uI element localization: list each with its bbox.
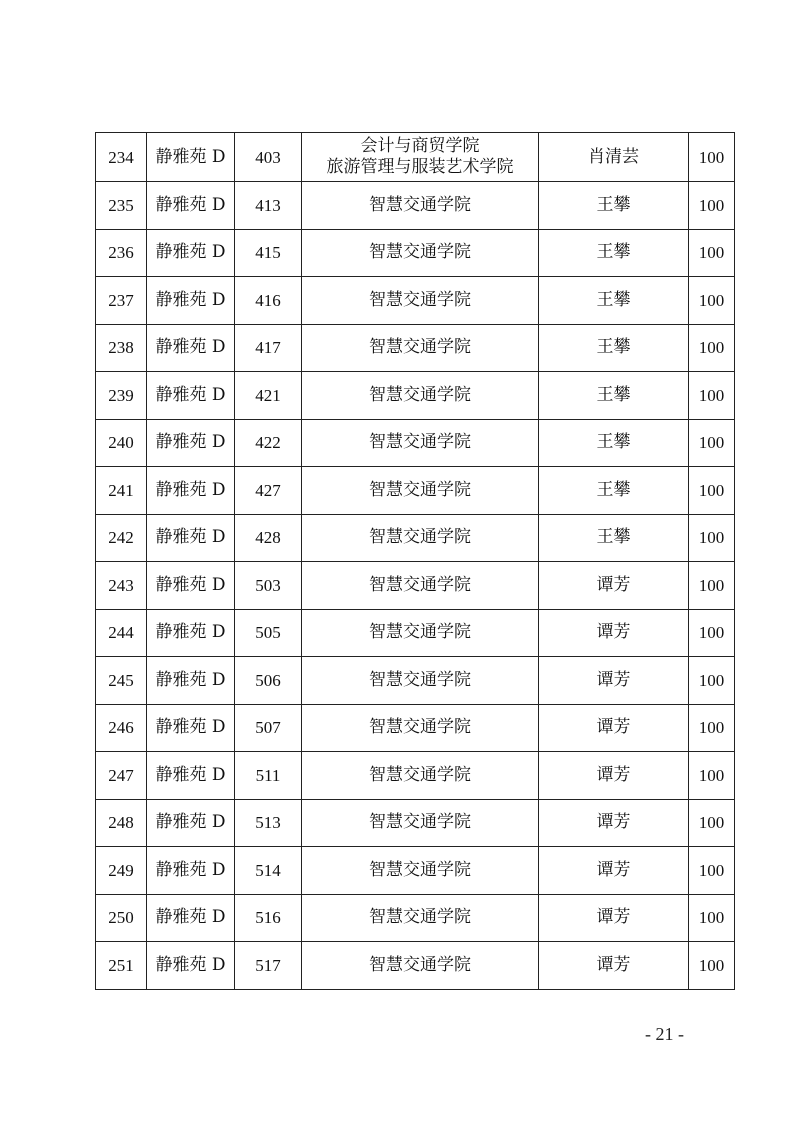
contact-cell: 王攀 <box>539 324 689 372</box>
college-cell <box>302 799 539 847</box>
score-cell: 100 <box>689 419 735 467</box>
room-number-cell: 511 <box>235 752 302 800</box>
building-cell: 静雅苑 D <box>147 324 235 372</box>
college-cell <box>302 419 539 467</box>
score-cell: 100 <box>689 657 735 705</box>
room-number-cell: 428 <box>235 514 302 562</box>
college-name: 会计与商贸学院 <box>360 136 480 156</box>
room-number-cell: 505 <box>235 609 302 657</box>
building-cell: 静雅苑 D <box>147 419 235 467</box>
contact-cell: 谭芳 <box>539 704 689 752</box>
room-number-cell: 415 <box>235 229 302 277</box>
row-number-cell: 243 <box>96 562 147 610</box>
contact-cell: 谭芳 <box>539 609 689 657</box>
row-number-cell: 240 <box>96 419 147 467</box>
dormitory-table <box>95 132 735 990</box>
college-name: 智慧交通学院 <box>369 337 471 358</box>
college-cell <box>302 229 539 277</box>
contact-cell: 谭芳 <box>539 562 689 610</box>
college-cell <box>302 182 539 230</box>
college-name: 智慧交通学院 <box>369 479 471 500</box>
contact-cell: 王攀 <box>539 467 689 515</box>
college-cell <box>302 514 539 562</box>
college-name: 智慧交通学院 <box>369 622 471 643</box>
college-name: 智慧交通学院 <box>369 669 471 690</box>
table-row <box>96 562 735 610</box>
college-cell <box>302 704 539 752</box>
row-number-cell: 251 <box>96 942 147 990</box>
building-cell: 静雅苑 D <box>147 704 235 752</box>
college-cell <box>302 324 539 372</box>
building-cell: 静雅苑 D <box>147 847 235 895</box>
college-cell <box>302 133 539 182</box>
score-cell: 100 <box>689 704 735 752</box>
college-name: 智慧交通学院 <box>369 812 471 833</box>
contact-cell: 谭芳 <box>539 657 689 705</box>
row-number-cell: 249 <box>96 847 147 895</box>
college-name: 智慧交通学院 <box>369 764 471 785</box>
table-body <box>96 133 735 990</box>
contact-cell: 肖清芸 <box>539 133 689 182</box>
room-number-cell: 421 <box>235 372 302 420</box>
contact-cell: 谭芳 <box>539 942 689 990</box>
room-number-cell: 516 <box>235 894 302 942</box>
college-name: 智慧交通学院 <box>369 432 471 453</box>
row-number-cell: 238 <box>96 324 147 372</box>
row-number-cell: 245 <box>96 657 147 705</box>
contact-cell: 王攀 <box>539 372 689 420</box>
room-number-cell: 517 <box>235 942 302 990</box>
building-cell: 静雅苑 D <box>147 277 235 325</box>
room-number-cell: 427 <box>235 467 302 515</box>
college-name: 智慧交通学院 <box>369 289 471 310</box>
table-row <box>96 942 735 990</box>
contact-cell: 王攀 <box>539 514 689 562</box>
row-number-cell: 247 <box>96 752 147 800</box>
table-row <box>96 467 735 515</box>
contact-cell: 王攀 <box>539 419 689 467</box>
college-cell <box>302 752 539 800</box>
row-number-cell: 244 <box>96 609 147 657</box>
contact-cell: 王攀 <box>539 182 689 230</box>
room-number-cell: 506 <box>235 657 302 705</box>
room-number-cell: 417 <box>235 324 302 372</box>
row-number-cell: 250 <box>96 894 147 942</box>
building-cell: 静雅苑 D <box>147 942 235 990</box>
college-cell <box>302 657 539 705</box>
college-cell <box>302 894 539 942</box>
college-name: 智慧交通学院 <box>369 384 471 405</box>
room-number-cell: 503 <box>235 562 302 610</box>
college-name: 智慧交通学院 <box>369 907 471 928</box>
building-cell: 静雅苑 D <box>147 467 235 515</box>
contact-cell: 谭芳 <box>539 847 689 895</box>
room-number-cell: 416 <box>235 277 302 325</box>
table-row <box>96 894 735 942</box>
score-cell: 100 <box>689 514 735 562</box>
score-cell: 100 <box>689 752 735 800</box>
row-number-cell: 237 <box>96 277 147 325</box>
row-number-cell: 242 <box>96 514 147 562</box>
room-number-cell: 403 <box>235 133 302 182</box>
building-cell: 静雅苑 D <box>147 372 235 420</box>
row-number-cell: 235 <box>96 182 147 230</box>
college-name: 智慧交通学院 <box>369 859 471 880</box>
college-name: 旅游管理与服装艺术学院 <box>326 157 514 177</box>
table-row <box>96 657 735 705</box>
score-cell: 100 <box>689 133 735 182</box>
building-cell: 静雅苑 D <box>147 799 235 847</box>
score-cell: 100 <box>689 847 735 895</box>
building-cell: 静雅苑 D <box>147 752 235 800</box>
college-cell <box>302 562 539 610</box>
table-row <box>96 704 735 752</box>
table-row <box>96 514 735 562</box>
room-number-cell: 507 <box>235 704 302 752</box>
table-row <box>96 847 735 895</box>
row-number-cell: 248 <box>96 799 147 847</box>
page-number: - 21 - <box>645 1024 684 1044</box>
row-number-cell: 241 <box>96 467 147 515</box>
room-number-cell: 422 <box>235 419 302 467</box>
building-cell: 静雅苑 D <box>147 514 235 562</box>
table-row <box>96 752 735 800</box>
contact-cell: 王攀 <box>539 229 689 277</box>
college-name: 智慧交通学院 <box>369 527 471 548</box>
contact-cell: 谭芳 <box>539 799 689 847</box>
score-cell: 100 <box>689 229 735 277</box>
college-name: 智慧交通学院 <box>369 954 471 975</box>
building-cell: 静雅苑 D <box>147 562 235 610</box>
score-cell: 100 <box>689 277 735 325</box>
room-number-cell: 514 <box>235 847 302 895</box>
building-cell: 静雅苑 D <box>147 609 235 657</box>
building-cell: 静雅苑 D <box>147 657 235 705</box>
college-cell <box>302 609 539 657</box>
building-cell: 静雅苑 D <box>147 182 235 230</box>
row-number-cell: 236 <box>96 229 147 277</box>
college-name: 智慧交通学院 <box>369 194 471 215</box>
table-row <box>96 799 735 847</box>
row-number-cell: 246 <box>96 704 147 752</box>
college-cell <box>302 467 539 515</box>
table-row <box>96 609 735 657</box>
college-cell <box>302 942 539 990</box>
college-name: 智慧交通学院 <box>369 242 471 263</box>
score-cell: 100 <box>689 942 735 990</box>
score-cell: 100 <box>689 799 735 847</box>
table-row <box>96 277 735 325</box>
table-row <box>96 182 735 230</box>
score-cell: 100 <box>689 894 735 942</box>
score-cell: 100 <box>689 609 735 657</box>
row-number-cell: 239 <box>96 372 147 420</box>
room-number-cell: 513 <box>235 799 302 847</box>
college-cell <box>302 277 539 325</box>
table-row <box>96 419 735 467</box>
contact-cell: 王攀 <box>539 277 689 325</box>
table-row <box>96 133 735 182</box>
college-name: 智慧交通学院 <box>369 717 471 738</box>
college-cell <box>302 372 539 420</box>
college-cell <box>302 847 539 895</box>
table-row <box>96 229 735 277</box>
score-cell: 100 <box>689 562 735 610</box>
score-cell: 100 <box>689 324 735 372</box>
room-number-cell: 413 <box>235 182 302 230</box>
contact-cell: 谭芳 <box>539 752 689 800</box>
score-cell: 100 <box>689 372 735 420</box>
building-cell: 静雅苑 D <box>147 229 235 277</box>
table-row <box>96 324 735 372</box>
score-cell: 100 <box>689 182 735 230</box>
table-row <box>96 372 735 420</box>
contact-cell: 谭芳 <box>539 894 689 942</box>
row-number-cell: 234 <box>96 133 147 182</box>
building-cell: 静雅苑 D <box>147 133 235 182</box>
building-cell: 静雅苑 D <box>147 894 235 942</box>
score-cell: 100 <box>689 467 735 515</box>
college-name: 智慧交通学院 <box>369 574 471 595</box>
